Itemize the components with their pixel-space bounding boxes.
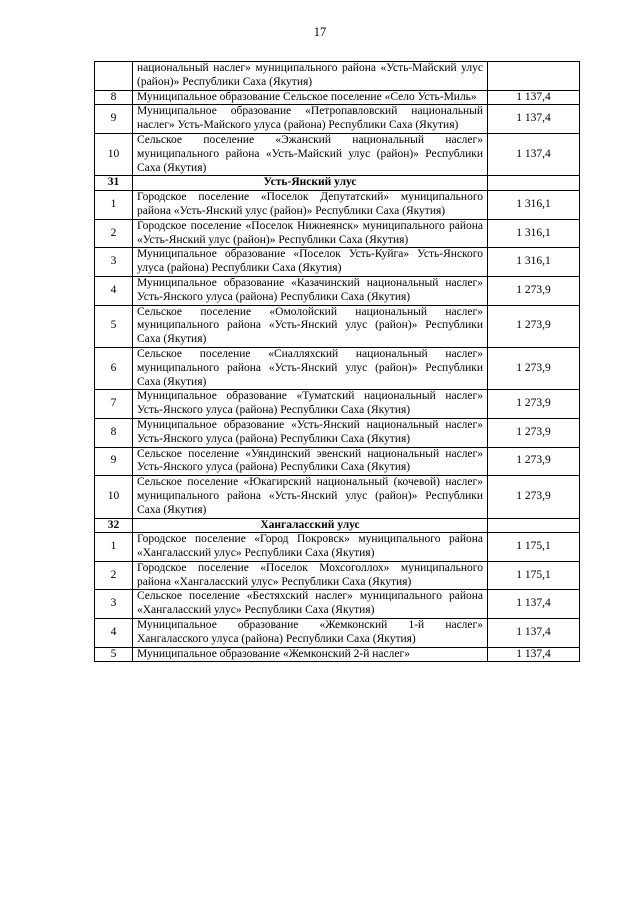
- table-row: [95, 647, 580, 662]
- value-cell: 1 137,4: [488, 90, 580, 105]
- value-cell: [488, 62, 580, 91]
- description-cell: Муниципальное образование «Жемконский 1-й наслег» Хангаласского улуса (района) Республики Саха (Якутия): [133, 619, 488, 648]
- table-row: [95, 105, 580, 134]
- row-number-cell: 1: [95, 191, 133, 220]
- row-number-cell: 8: [95, 90, 133, 105]
- value-cell: 1 137,4: [488, 105, 580, 134]
- table-row: [95, 418, 580, 447]
- row-number-cell: 31: [95, 176, 133, 191]
- description-cell: Сельское поселение «Юкагирский национальный (кочевой) наслег» муниципального района «Усть-Янский улус (район)» Республики Саха (Якутия): [133, 476, 488, 518]
- table-row: [95, 191, 580, 220]
- value-cell: 1 316,1: [488, 191, 580, 220]
- description-cell: национальный наслег» муниципального района «Усть-Майский улус (район)» Республики Саха (Якутия): [133, 62, 488, 91]
- description-cell: Муниципальное образование Сельское поселение «Село Усть-Миль»: [133, 90, 488, 105]
- row-number-cell: 7: [95, 390, 133, 419]
- page-number: 17: [313, 25, 327, 39]
- description-cell: Городское поселение «Поселок Нижнеянск» муниципального района «Усть-Янский улус (район)» Республики Саха (Якутия): [133, 219, 488, 248]
- table-row: [95, 305, 580, 347]
- table-row: [95, 133, 580, 175]
- table-row: [95, 248, 580, 277]
- value-cell: 1 273,9: [488, 276, 580, 305]
- table-row: [95, 476, 580, 518]
- row-number-cell: 2: [95, 219, 133, 248]
- row-number-cell: 4: [95, 619, 133, 648]
- value-cell: 1 137,4: [488, 647, 580, 662]
- row-number-cell: 4: [95, 276, 133, 305]
- row-number-cell: 9: [95, 105, 133, 134]
- description-cell: Муниципальное образование «Туматский национальный наслег» Усть-Янского улуса (района) Республики Саха (Якутия): [133, 390, 488, 419]
- table-row: [95, 219, 580, 248]
- row-number-cell: 9: [95, 447, 133, 476]
- value-cell: 1 316,1: [488, 219, 580, 248]
- section-row: [95, 518, 580, 533]
- description-cell: Сельское поселение «Уяндинский эвенский национальный наслег» Усть-Янского улуса (района) Республики Саха (Якутия): [133, 447, 488, 476]
- description-cell: Муниципальное образование «Поселок Усть-Куйга» Усть-Янского улуса (района) Республики Саха (Якутия): [133, 248, 488, 277]
- description-cell: Сельское поселение «Бестяхский наслег» муниципального района «Хангаласский улус» Республики Саха (Якутия): [133, 590, 488, 619]
- description-cell: Сельское поселение «Эжанский национальный наслег» муниципального района «Усть-Майский улус (район)» Республики Саха (Якутия): [133, 133, 488, 175]
- row-number-cell: 2: [95, 561, 133, 590]
- value-cell: 1 273,9: [488, 447, 580, 476]
- value-cell: 1 273,9: [488, 305, 580, 347]
- table-row: [95, 561, 580, 590]
- value-cell: 1 175,1: [488, 533, 580, 562]
- table-row: [95, 590, 580, 619]
- value-cell: 1 273,9: [488, 390, 580, 419]
- description-cell: Городское поселение «Город Покровск» муниципального района «Хангаласский улус» Республики Саха (Якутия): [133, 533, 488, 562]
- row-number-cell: 1: [95, 533, 133, 562]
- description-cell: Муниципальное образование «Петропавловский национальный наслег» Усть-Майского улуса (района) Республики Саха (Якутия): [133, 105, 488, 134]
- row-number-cell: 3: [95, 248, 133, 277]
- table-body: [95, 62, 580, 662]
- row-number-cell: 5: [95, 305, 133, 347]
- table-row: [95, 447, 580, 476]
- description-cell: Сельское поселение «Сиалляхский национальный наслег» муниципального района «Усть-Янский улус (район)» Республики Саха (Якутия): [133, 347, 488, 389]
- table-row: [95, 90, 580, 105]
- description-cell: Городское поселение «Поселок Мохсоголлох» муниципального района «Хангаласский улус» Республики Саха (Якутия): [133, 561, 488, 590]
- allocation-table: [94, 61, 580, 662]
- table-row: [95, 619, 580, 648]
- description-cell: Муниципальное образование «Казачинский национальный наслег» Усть-Янского улуса (района) Республики Саха (Якутия): [133, 276, 488, 305]
- description-cell: Сельское поселение «Омолойский национальный наслег» муниципального района «Усть-Янский улус (район)» Республики Саха (Якутия): [133, 305, 488, 347]
- row-number-cell: 6: [95, 347, 133, 389]
- value-cell: [488, 518, 580, 533]
- value-cell: 1 137,4: [488, 590, 580, 619]
- table-row: [95, 276, 580, 305]
- table-row: [95, 347, 580, 389]
- value-cell: 1 137,4: [488, 133, 580, 175]
- description-cell: Муниципальное образование «Усть-Янский национальный наслег» Усть-Янского улуса (района) Республики Саха (Якутия): [133, 418, 488, 447]
- row-number-cell: 3: [95, 590, 133, 619]
- value-cell: 1 273,9: [488, 476, 580, 518]
- row-number-cell: 8: [95, 418, 133, 447]
- description-cell: Муниципальное образование «Жемконский 2-й наслег»: [133, 647, 488, 662]
- description-cell: Хангаласский улус: [133, 518, 488, 533]
- value-cell: 1 273,9: [488, 418, 580, 447]
- description-cell: Городское поселение «Поселок Депутатский» муниципального района «Усть-Янский улус (район)» Республики Саха (Якутия): [133, 191, 488, 220]
- table-row: [95, 62, 580, 91]
- row-number-cell: 32: [95, 518, 133, 533]
- value-cell: 1 137,4: [488, 619, 580, 648]
- description-cell: Усть-Янский улус: [133, 176, 488, 191]
- row-number-cell: 10: [95, 476, 133, 518]
- table-row: [95, 533, 580, 562]
- value-cell: [488, 176, 580, 191]
- row-number-cell: 10: [95, 133, 133, 175]
- section-row: [95, 176, 580, 191]
- table-row: [95, 390, 580, 419]
- value-cell: 1 316,1: [488, 248, 580, 277]
- value-cell: 1 175,1: [488, 561, 580, 590]
- value-cell: 1 273,9: [488, 347, 580, 389]
- row-number-cell: 5: [95, 647, 133, 662]
- row-number-cell: [95, 62, 133, 91]
